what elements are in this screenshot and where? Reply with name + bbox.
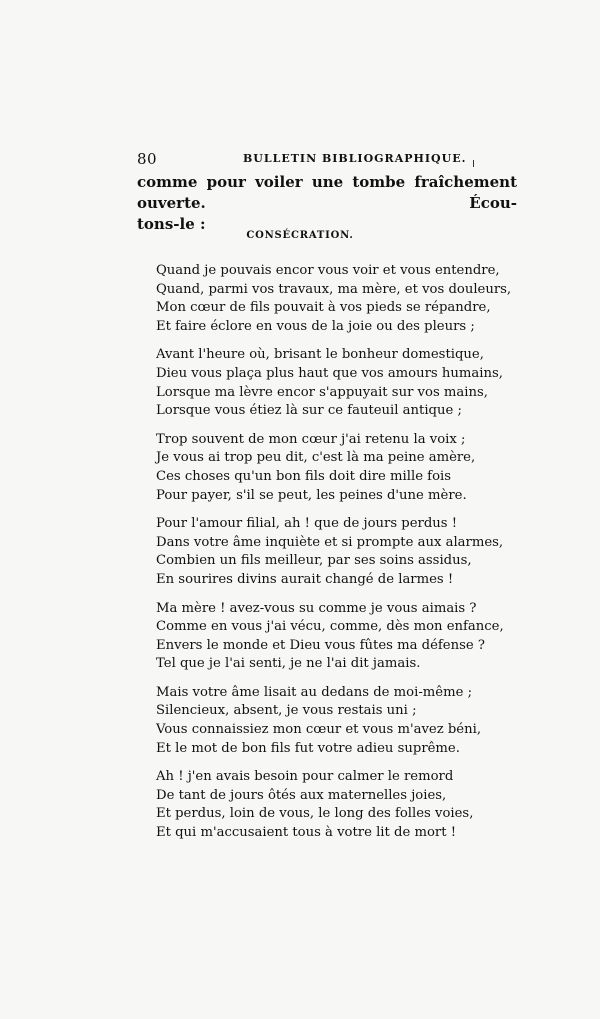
verse-line: Pour payer, s'il se peut, les peines d'une mère. bbox=[156, 487, 467, 503]
verse-line: Dieu vous plaça plus haut que vos amours humains, bbox=[156, 365, 503, 381]
verse-line: Mais votre âme lisait au dedans de moi-même ; bbox=[156, 684, 473, 700]
verse-line: Pour l'amour filial, ah ! que de jours perdus ! bbox=[156, 516, 458, 532]
verse-line: Avant l'heure où, brisant le bonheur domestique, bbox=[156, 347, 484, 363]
stanza bbox=[156, 515, 504, 589]
intro-line: comme pour voiler une tombe fraîchement ouverte. Écou- bbox=[137, 173, 517, 212]
verse-line: Et faire éclore en vous de la joie ou des pleurs ; bbox=[156, 318, 475, 334]
verse-line: Et qui m'accusaient tous à votre lit de mort ! bbox=[156, 825, 456, 841]
verse-line: Ah ! j'en avais besoin pour calmer le remord bbox=[156, 769, 454, 785]
verse-line: Et perdus, loin de vous, le long des folles voies, bbox=[156, 806, 474, 822]
verse-line: Ma mère ! avez-vous su comme je vous aimais ? bbox=[156, 600, 477, 616]
verse-line: Quand, parmi vos travaux, ma mère, et vos douleurs, bbox=[156, 281, 512, 297]
verse-line: Et le mot de bon fils fut votre adieu suprême. bbox=[156, 740, 460, 756]
running-head: BULLETIN BIBLIOGRAPHIQUE. bbox=[243, 152, 467, 165]
stanza bbox=[156, 346, 503, 420]
stanza bbox=[156, 431, 486, 505]
verse-line: Quand je pouvais encor vous voir et vous entendre, bbox=[156, 263, 500, 278]
stanza bbox=[156, 600, 504, 674]
stanza bbox=[156, 262, 512, 336]
verse-line: Je vous ai trop peu dit, c'est là ma peine amère, bbox=[156, 450, 476, 466]
intro-paragraph bbox=[137, 172, 517, 235]
poem bbox=[156, 262, 512, 853]
verse-line: Dans votre âme inquiète et si prompte aux alarmes, bbox=[156, 534, 504, 550]
verse-line: Tel que je l'ai senti, je ne l'ai dit jamais. bbox=[156, 656, 421, 672]
verse-line: Lorsque vous étiez là sur ce fauteuil antique ; bbox=[156, 403, 462, 419]
verse-line: En sourires divins aurait changé de larmes ! bbox=[156, 571, 454, 587]
verse-line: Vous connaissiez mon cœur et vous m'avez béni, bbox=[156, 722, 482, 738]
stanza bbox=[156, 768, 486, 842]
verse-line: Trop souvent de mon cœur j'ai retenu la voix ; bbox=[156, 431, 466, 447]
verse-line: Combien un fils meilleur, par ses soins assidus, bbox=[156, 553, 472, 569]
verse-line: Mon cœur de fils pouvait à vos pieds se répandre, bbox=[156, 300, 491, 316]
stanza bbox=[156, 684, 486, 758]
verse-line: Silencieux, absent, je vous restais uni ; bbox=[156, 703, 417, 719]
verse-line: De tant de jours ôtés aux maternelles joies, bbox=[156, 787, 447, 803]
print-mark bbox=[473, 160, 474, 167]
verse-line: Lorsque ma lèvre encor s'appuyait sur vos mains, bbox=[156, 384, 488, 400]
verse-line: Ces choses qu'un bon fils doit dire mille fois bbox=[156, 468, 451, 484]
intro-line: tons-le : bbox=[137, 215, 206, 233]
verse-line: Envers le monde et Dieu vous fûtes ma défense ? bbox=[156, 637, 485, 653]
page-number: 80 bbox=[137, 150, 158, 168]
section-title: CONSÉCRATION. bbox=[246, 230, 354, 241]
verse-line: Comme en vous j'ai vécu, comme, dès mon enfance, bbox=[156, 619, 504, 635]
